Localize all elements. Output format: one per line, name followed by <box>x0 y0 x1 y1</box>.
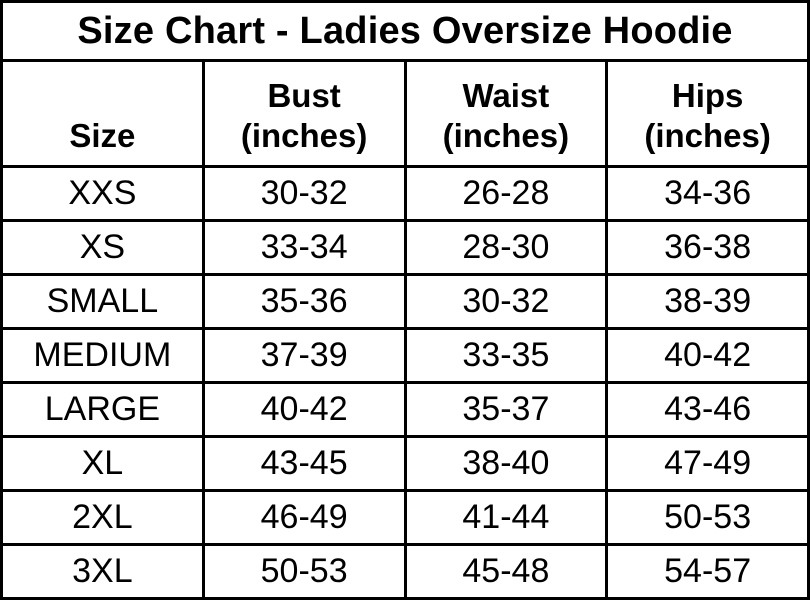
col-header-size <box>2 61 204 167</box>
cell-waist: 38-40 <box>405 437 607 491</box>
cell-size: MEDIUM <box>2 329 204 383</box>
col-header-hips-label: Hips <box>671 76 744 114</box>
col-header-bust <box>203 61 405 167</box>
cell-bust: 43-45 <box>203 437 405 491</box>
col-header-waist-unit: (inches) <box>442 116 570 154</box>
cell-hips: 47-49 <box>607 437 809 491</box>
col-header-bust-unit: (inches) <box>240 116 368 154</box>
table-row <box>2 221 809 275</box>
table-row <box>2 491 809 545</box>
cell-hips: 50-53 <box>607 491 809 545</box>
chart-title: Size Chart - Ladies Oversize Hoodie <box>2 2 809 61</box>
cell-size: 2XL <box>2 491 204 545</box>
col-header-bust-label: Bust <box>267 76 341 114</box>
cell-size: XS <box>2 221 204 275</box>
cell-bust: 40-42 <box>203 383 405 437</box>
cell-waist: 33-35 <box>405 329 607 383</box>
cell-size: 3XL <box>2 545 204 599</box>
col-header-waist <box>405 61 607 167</box>
cell-bust: 46-49 <box>203 491 405 545</box>
col-header-hips-unit: (inches) <box>644 116 771 154</box>
cell-waist: 35-37 <box>405 383 607 437</box>
cell-waist: 28-30 <box>405 221 607 275</box>
cell-hips: 43-46 <box>607 383 809 437</box>
cell-bust: 35-36 <box>203 275 405 329</box>
table-row <box>2 329 809 383</box>
cell-waist: 45-48 <box>405 545 607 599</box>
table-row <box>2 545 809 599</box>
cell-hips: 36-38 <box>607 221 809 275</box>
cell-waist: 30-32 <box>405 275 607 329</box>
cell-waist: 41-44 <box>405 491 607 545</box>
cell-hips: 40-42 <box>607 329 809 383</box>
cell-hips: 34-36 <box>607 167 809 221</box>
col-header-waist-label: Waist <box>462 76 550 114</box>
table-row <box>2 437 809 491</box>
cell-hips: 54-57 <box>607 545 809 599</box>
col-header-size-label: Size <box>69 116 136 154</box>
cell-bust: 33-34 <box>203 221 405 275</box>
header-row <box>2 61 809 167</box>
cell-hips: 38-39 <box>607 275 809 329</box>
cell-bust: 30-32 <box>203 167 405 221</box>
cell-size: XXS <box>2 167 204 221</box>
table-row <box>2 167 809 221</box>
cell-bust: 50-53 <box>203 545 405 599</box>
table-row <box>2 275 809 329</box>
title-row <box>2 2 809 61</box>
cell-size: SMALL <box>2 275 204 329</box>
cell-waist: 26-28 <box>405 167 607 221</box>
cell-size: XL <box>2 437 204 491</box>
col-header-hips <box>607 61 809 167</box>
cell-size: LARGE <box>2 383 204 437</box>
cell-bust: 37-39 <box>203 329 405 383</box>
table-row <box>2 383 809 437</box>
